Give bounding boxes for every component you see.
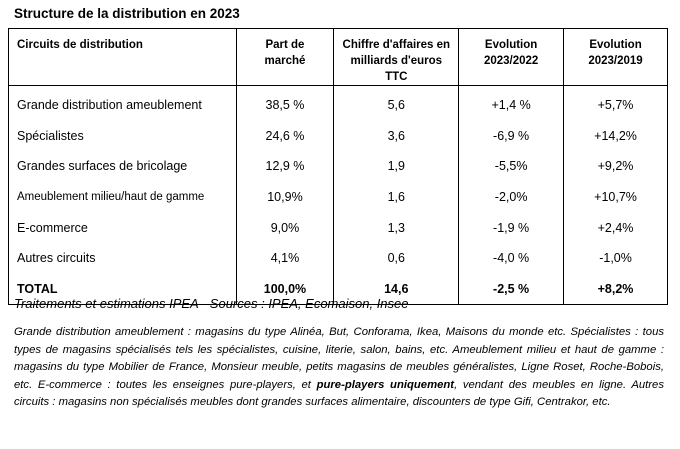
table-cell: 24,6 %	[236, 121, 334, 152]
table-cell: -1,9 %	[459, 212, 564, 243]
table-cell: +2,4%	[564, 212, 668, 243]
table-cell: -1,0%	[564, 243, 668, 274]
column-header	[9, 29, 237, 86]
table-cell: -5,5%	[459, 151, 564, 182]
row-label: Spécialistes	[9, 121, 237, 152]
row-label: Grande distribution ameublement	[9, 86, 237, 121]
column-header	[334, 29, 459, 86]
table-cell: +14,2%	[564, 121, 668, 152]
table-cell: 4,1%	[236, 243, 334, 274]
table-cell: 9,0%	[236, 212, 334, 243]
column-header-line: 2023/2022	[483, 55, 539, 67]
document-title: Structure de la distribution en 2023	[14, 6, 240, 21]
column-header-line: Part de marché	[264, 39, 306, 67]
column-header-line: Chiffre d'affaires en	[342, 39, 451, 51]
table-body	[9, 86, 668, 305]
table-row	[9, 182, 668, 213]
table-cell: -4,0 %	[459, 243, 564, 274]
table-row	[9, 151, 668, 182]
table-row	[9, 121, 668, 152]
note-text-part1: Grande distribution ameublement : magasins du type Alinéa, But, Conforama, Ikea, Maisons du monde etc. Spécialistes : tous types de magasins spécialisés tels les spécialistes, cuisine, literie, salon, bains, etc. Ameublement milieu et haut de gamme : magasins du type Mobilier de France, Monsieur meuble, petits magasins de meubles généralistes, Ligne Roset, Roche-Bobois, etc. E-commerce : toutes les enseignes pure-players, et	[14, 326, 664, 391]
note-text-part2: , vendant des meubles en ligne. Autres circuits : magasins non spécialisés meubles dont grandes surfaces alimentaire, discounters de type Gifi, Centrakor, etc.	[14, 378, 664, 409]
table-cell: +9,2%	[564, 151, 668, 182]
row-label: Ameublement milieu/haut de gamme	[9, 182, 237, 213]
table-row	[9, 86, 668, 121]
table-cell: 1,6	[334, 182, 459, 213]
table-cell: 0,6	[334, 243, 459, 274]
table-cell: 1,3	[334, 212, 459, 243]
table-row	[9, 212, 668, 243]
table-row	[9, 243, 668, 274]
table-cell: 38,5 %	[236, 86, 334, 121]
column-header-line: 2023/2019	[588, 55, 643, 67]
table-cell: 100,0%	[236, 274, 334, 305]
table-cell: 14,6	[334, 274, 459, 305]
row-label: Grandes surfaces de bricolage	[9, 151, 237, 182]
column-header-line: Circuits de distribution	[17, 39, 143, 51]
table-cell: -6,9 %	[459, 121, 564, 152]
column-header-line: Evolution	[484, 39, 538, 51]
table-cell: +10,7%	[564, 182, 668, 213]
table-cell: 3,6	[334, 121, 459, 152]
row-label: TOTAL	[9, 274, 237, 305]
table-cell: +1,4 %	[459, 86, 564, 121]
table-cell: +8,2%	[564, 274, 668, 305]
column-header	[564, 29, 668, 86]
column-header	[236, 29, 334, 86]
table-cell: 5,6	[334, 86, 459, 121]
table-header-row	[9, 29, 668, 86]
table-cell: 12,9 %	[236, 151, 334, 182]
table-cell: 1,9	[334, 151, 459, 182]
column-header-line: Evolution	[589, 39, 642, 51]
row-label: Autres circuits	[9, 243, 237, 274]
note-text-bold: pure-players uniquement	[316, 378, 455, 391]
row-label: E-commerce	[9, 212, 237, 243]
table-cell: -2,5 %	[459, 274, 564, 305]
column-header	[459, 29, 564, 86]
table-cell: 10,9%	[236, 182, 334, 213]
column-header-line: milliards d'euros TTC	[350, 55, 443, 83]
distribution-table	[8, 28, 668, 305]
source-line: Traitements et estimations IPEA - Sources : IPEA, Ecomaison, Insee	[14, 296, 409, 311]
definitions-note	[14, 324, 664, 412]
table-cell: +5,7%	[564, 86, 668, 121]
table-cell: -2,0%	[459, 182, 564, 213]
